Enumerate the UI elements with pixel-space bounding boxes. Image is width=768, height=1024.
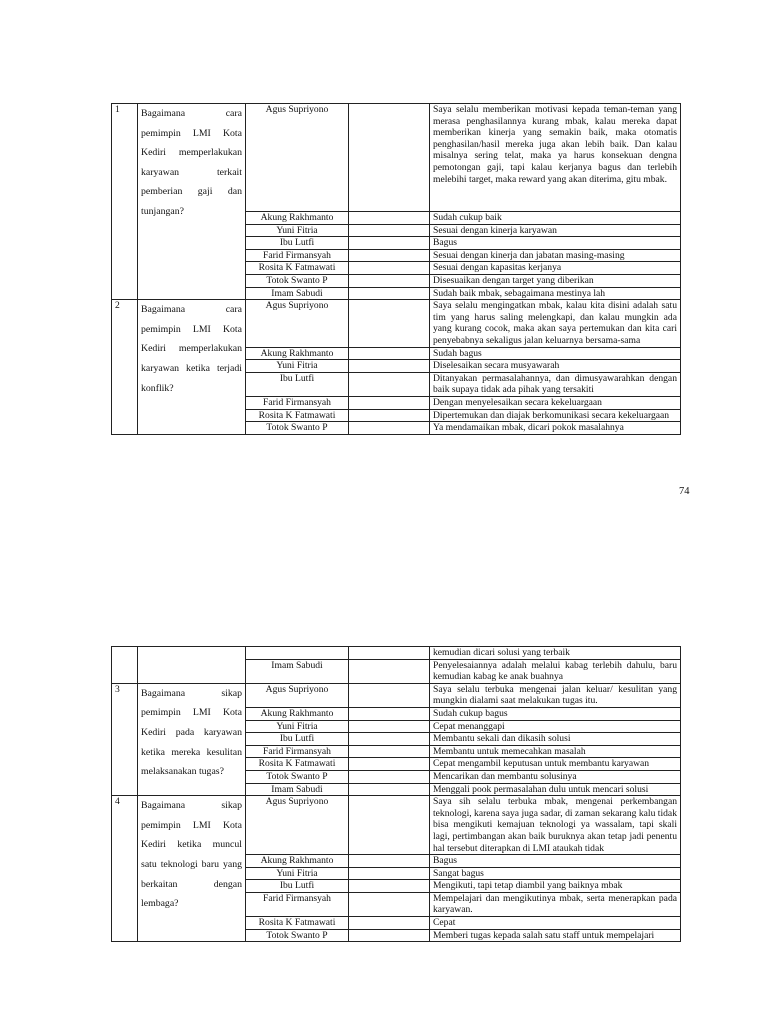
respondent-name: Rosita K Fatmawati: [246, 262, 349, 275]
respondent-name: [246, 647, 349, 660]
respondent-answer: Mempelajari dan mengikutinya mbak, serta menerapkan pada karyawan.: [430, 892, 681, 916]
question-text: Bagaimana cara pemimpin LMI Kota Kediri memperlakukan karyawan terkait pemberian gaji dan tunjangan?: [138, 104, 246, 300]
empty-cell: [349, 880, 430, 893]
empty-cell: [349, 683, 430, 707]
respondent-name: Farid Firmansyah: [246, 892, 349, 916]
respondent-name: Totok Swanto P: [246, 929, 349, 942]
respondent-answer: Mengikuti, tapi tetap diambil yang baiknya mbak: [430, 880, 681, 893]
respondent-answer: Membantu sekali dan dikasih solusi: [430, 733, 681, 746]
empty-cell: [349, 720, 430, 733]
empty-cell: [349, 249, 430, 262]
respondent-answer: Saya sih selalu terbuka mbak, mengenai perkembangan teknologi, karena saya juga sadar, di zaman sekarang kalu tidak bisa mengikuti kemajuan teknologi ya wassalam, tapi skali lagi, pertimbangan akan baik buruknya akan tetap jadi penentu hal tersebut diterapkan di LMI ataukah tidak: [430, 796, 681, 855]
respondent-answer: Cepat mengambil keputusan untuk membantu karyawan: [430, 758, 681, 771]
empty-cell: [349, 929, 430, 942]
empty-cell: [349, 770, 430, 783]
empty-cell: [349, 659, 430, 683]
respondent-name: Totok Swanto P: [246, 422, 349, 435]
empty-cell: [138, 647, 246, 684]
respondent-name: Ibu Lutfi: [246, 237, 349, 250]
respondent-answer: Cepat: [430, 917, 681, 930]
continued-block: [112, 647, 681, 684]
respondent-name: Akung Rakhmanto: [246, 855, 349, 868]
empty-cell: [349, 409, 430, 422]
empty-cell: [349, 212, 430, 225]
empty-cell: [349, 647, 430, 660]
respondent-name: Akung Rakhmanto: [246, 212, 349, 225]
respondent-answer: Saya selalu mengingatkan mbak, kalau kita disini adalah satu tim yang harus saling melengkapi, dan kalau mungkin ada yang kurang cocok, maka akan saya pertemukan dan kita cari penyebabnya sekaligus jalan keluarnya bersama-sama: [430, 300, 681, 347]
empty-cell: [349, 224, 430, 237]
empty-cell: [349, 300, 430, 347]
respondent-name: Imam Sabudi: [246, 659, 349, 683]
respondent-name: Yuni Fitria: [246, 720, 349, 733]
question-block-3: [112, 683, 681, 795]
page-number: 74: [679, 486, 690, 497]
respondent-name: Akung Rakhmanto: [246, 707, 349, 720]
empty-cell: [349, 707, 430, 720]
respondent-answer: Saya selalu terbuka mengenai jalan keluar/ kesulitan yang mungkin dialami saat melakukan tugas itu.: [430, 683, 681, 707]
empty-cell: [349, 783, 430, 796]
question-text: Bagaimana sikap pemimpin LMI Kota Kediri ketika muncul satu teknologi baru yang berkaitan dengan lembaga?: [138, 796, 246, 942]
respondent-answer: Sesuai dengan kinerja karyawan: [430, 224, 681, 237]
respondent-name: Imam Sabudi: [246, 287, 349, 300]
respondent-name: Yuni Fitria: [246, 867, 349, 880]
respondent-answer: Penyelesaiannya adalah melalui kabag terlebih dahulu, baru kemudian kabag ke anak buahnya: [430, 659, 681, 683]
respondent-answer: Bagus: [430, 855, 681, 868]
interview-table-page-74: [111, 103, 681, 435]
respondent-name: Totok Swanto P: [246, 274, 349, 287]
respondent-name: Totok Swanto P: [246, 770, 349, 783]
respondent-answer: Membantu untuk memecahkan masalah: [430, 745, 681, 758]
empty-cell: [112, 647, 138, 684]
empty-cell: [349, 733, 430, 746]
respondent-name: Yuni Fitria: [246, 224, 349, 237]
question-text: Bagaimana sikap pemimpin LMI Kota Kediri pada karyawan ketika mereka kesulitan melaksanakan tugas?: [138, 683, 246, 795]
empty-cell: [349, 867, 430, 880]
question-text: Bagaimana cara pemimpin LMI Kota Kediri memperlakukan karyawan ketika terjadi konflik?: [138, 300, 246, 435]
respondent-name: Yuni Fitria: [246, 360, 349, 373]
empty-cell: [349, 892, 430, 916]
respondent-answer: Sangat bagus: [430, 867, 681, 880]
question-block-4: [112, 796, 681, 942]
respondent-answer: Menggali pook permasalahan dulu untuk mencari solusi: [430, 783, 681, 796]
respondent-answer: Sudah baik mbak, sebagaimana mestinya lah: [430, 287, 681, 300]
respondent-name: Imam Sabudi: [246, 783, 349, 796]
respondent-answer: Cepat menanggapi: [430, 720, 681, 733]
empty-cell: [349, 287, 430, 300]
respondent-answer: Dipertemukan dan diajak berkomunikasi secara kekeluargaan: [430, 409, 681, 422]
respondent-name: Ibu Lutfi: [246, 733, 349, 746]
respondent-answer: Disesuaikan dengan target yang diberikan: [430, 274, 681, 287]
respondent-name: Agus Supriyono: [246, 683, 349, 707]
respondent-name: Rosita K Fatmawati: [246, 758, 349, 771]
respondent-answer: Bagus: [430, 237, 681, 250]
empty-cell: [349, 745, 430, 758]
respondent-answer: Saya selalu memberikan motivasi kepada teman-teman yang merasa penghasilannya kurang mbak, kalau mereka dapat memberikan kinerja yang semakin baik, maka otomatis penghasilan/hasil mereka juga akan lebih baik. Dan kalau misalnya sering telat, maka ya harus konsekuan dengna pemotongan gaji, tapi kalau kerjanya bagus dan terlebih melebihi target, maka reward yang akan diterima, gitu mbak.: [430, 104, 681, 212]
empty-cell: [349, 758, 430, 771]
interview-table-page-75: [111, 646, 681, 942]
empty-cell: [349, 855, 430, 868]
respondent-name: Rosita K Fatmawati: [246, 409, 349, 422]
empty-cell: [349, 262, 430, 275]
question-number: 2: [112, 300, 138, 435]
empty-cell: [349, 347, 430, 360]
respondent-answer: Memberi tugas kepada salah satu staff untuk mempelajari: [430, 929, 681, 942]
respondent-answer: Sesuai dengan kinerja dan jabatan masing-masing: [430, 249, 681, 262]
empty-cell: [349, 360, 430, 373]
empty-cell: [349, 237, 430, 250]
empty-cell: [349, 274, 430, 287]
empty-cell: [349, 372, 430, 396]
question-number: 1: [112, 104, 138, 300]
empty-cell: [349, 422, 430, 435]
respondent-name: Ibu Lutfi: [246, 372, 349, 396]
respondent-name: Akung Rakhmanto: [246, 347, 349, 360]
respondent-answer: Mencarikan dan membantu solusinya: [430, 770, 681, 783]
respondent-answer: Ditanyakan permasalahannya, dan dimusyawarahkan dengan baik supaya tidak ada pihak yang tersakiti: [430, 372, 681, 396]
respondent-name: Farid Firmansyah: [246, 396, 349, 409]
respondent-name: Ibu Lutfi: [246, 880, 349, 893]
respondent-name: Agus Supriyono: [246, 796, 349, 855]
question-block-2: [112, 300, 681, 435]
question-number: 4: [112, 796, 138, 942]
question-block-1: [112, 104, 681, 300]
respondent-name: Agus Supriyono: [246, 104, 349, 212]
empty-cell: [349, 396, 430, 409]
respondent-name: Rosita K Fatmawati: [246, 917, 349, 930]
respondent-answer: Dengan menyelesaikan secara kekeluargaan: [430, 396, 681, 409]
question-number: 3: [112, 683, 138, 795]
empty-cell: [349, 917, 430, 930]
respondent-answer: Sudah cukup bagus: [430, 707, 681, 720]
respondent-name: Farid Firmansyah: [246, 745, 349, 758]
respondent-answer: kemudian dicari solusi yang terbaik: [430, 647, 681, 660]
respondent-answer: Sudah bagus: [430, 347, 681, 360]
respondent-name: Farid Firmansyah: [246, 249, 349, 262]
respondent-name: Agus Supriyono: [246, 300, 349, 347]
respondent-answer: Sesuai dengan kapasitas kerjanya: [430, 262, 681, 275]
respondent-answer: Ya mendamaikan mbak, dicari pokok masalahnya: [430, 422, 681, 435]
respondent-answer: Diselesaikan secara musyawarah: [430, 360, 681, 373]
empty-cell: [349, 796, 430, 855]
respondent-answer: Sudah cukup baik: [430, 212, 681, 225]
empty-cell: [349, 104, 430, 212]
